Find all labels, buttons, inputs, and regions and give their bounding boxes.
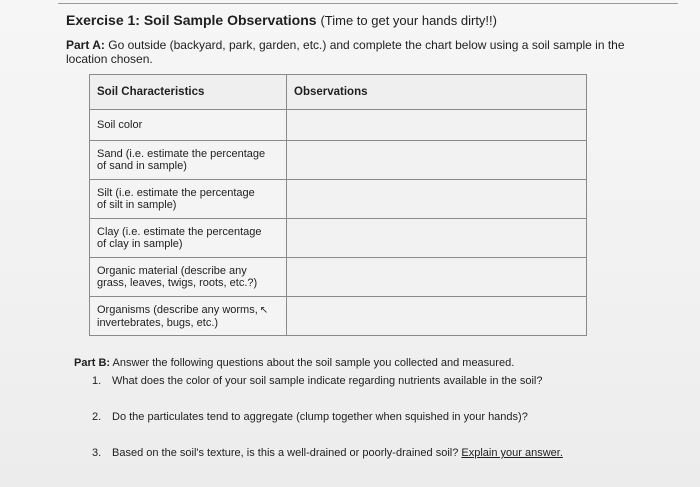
row-label-line1: Organisms (describe any worms,: [97, 303, 258, 316]
question-number: 3.: [92, 447, 102, 459]
part-a-text: Go outside (backyard, park, garden, etc.) and complete the chart below using a soil sample in the location chosen.: [66, 38, 625, 66]
part-b-instructions: [74, 357, 514, 369]
exercise-title-note: (Time to get your hands dirty!!): [320, 13, 497, 28]
part-a-instructions: [66, 38, 646, 66]
mouse-cursor-icon: ↖: [259, 304, 269, 316]
row-label: [90, 258, 287, 297]
question-text: Do the particulates tend to aggregate (clump together when squished in your hands)?: [112, 411, 528, 423]
observation-cell[interactable]: [287, 258, 587, 297]
row-label-line2: grass, leaves, twigs, roots, etc.?): [97, 277, 258, 289]
question-number: 1.: [92, 375, 102, 387]
part-b-label: Part B:: [74, 357, 111, 369]
header-observations: Observations: [287, 75, 587, 110]
observation-cell[interactable]: [287, 180, 587, 219]
observation-cell[interactable]: [287, 141, 587, 180]
observation-cell[interactable]: [287, 297, 587, 336]
table-row-soil-color: [90, 110, 587, 141]
row-label-line2: invertebrates, bugs, etc.): [97, 316, 219, 329]
row-label: [90, 219, 287, 258]
exercise-title-bold: Exercise 1: Soil Sample Observations: [66, 12, 317, 28]
row-label-line1: Organic material (describe any: [97, 265, 247, 277]
row-label-line1: Sand (i.e. estimate the percentage: [97, 148, 266, 160]
table-row-organisms: [90, 297, 587, 336]
row-label: [90, 297, 287, 336]
table-row-organic-material: [90, 258, 587, 297]
part-a-label: Part A:: [66, 38, 105, 52]
question-text: Based on the soil's texture, is this a well-drained or poorly-drained soil?: [112, 447, 459, 459]
table-row-silt: [90, 180, 587, 219]
part-b-text: Answer the following questions about the soil sample you collected and measured.: [112, 357, 515, 369]
row-label: [90, 141, 287, 180]
row-label: [90, 180, 287, 219]
table-row-clay: [90, 219, 587, 258]
row-label-line1: Soil color: [97, 119, 143, 131]
row-label-line1: Silt (i.e. estimate the percentage: [97, 187, 255, 199]
soil-observation-table: [89, 74, 587, 336]
question-1: [92, 375, 542, 387]
question-3: [92, 447, 563, 459]
top-divider: [58, 3, 678, 4]
exercise-title: [66, 12, 497, 28]
observation-cell[interactable]: [287, 219, 587, 258]
row-label-line2: of clay in sample): [97, 238, 183, 250]
row-label-line2: of silt in sample): [97, 199, 177, 211]
table-row-sand: [90, 141, 587, 180]
header-soil-characteristics: Soil Characteristics: [90, 75, 287, 110]
question-2: [92, 411, 528, 423]
question-number: 2.: [92, 411, 102, 423]
table-header-row: [90, 75, 587, 110]
row-label: [90, 110, 287, 141]
row-label-line1: Clay (i.e. estimate the percentage: [97, 226, 262, 238]
question-text: What does the color of your soil sample indicate regarding nutrients available in the soil?: [112, 375, 543, 387]
explain-answer-underlined: Explain your answer.: [461, 447, 563, 459]
row-label-line2: of sand in sample): [97, 160, 187, 172]
observation-cell[interactable]: [287, 110, 587, 141]
